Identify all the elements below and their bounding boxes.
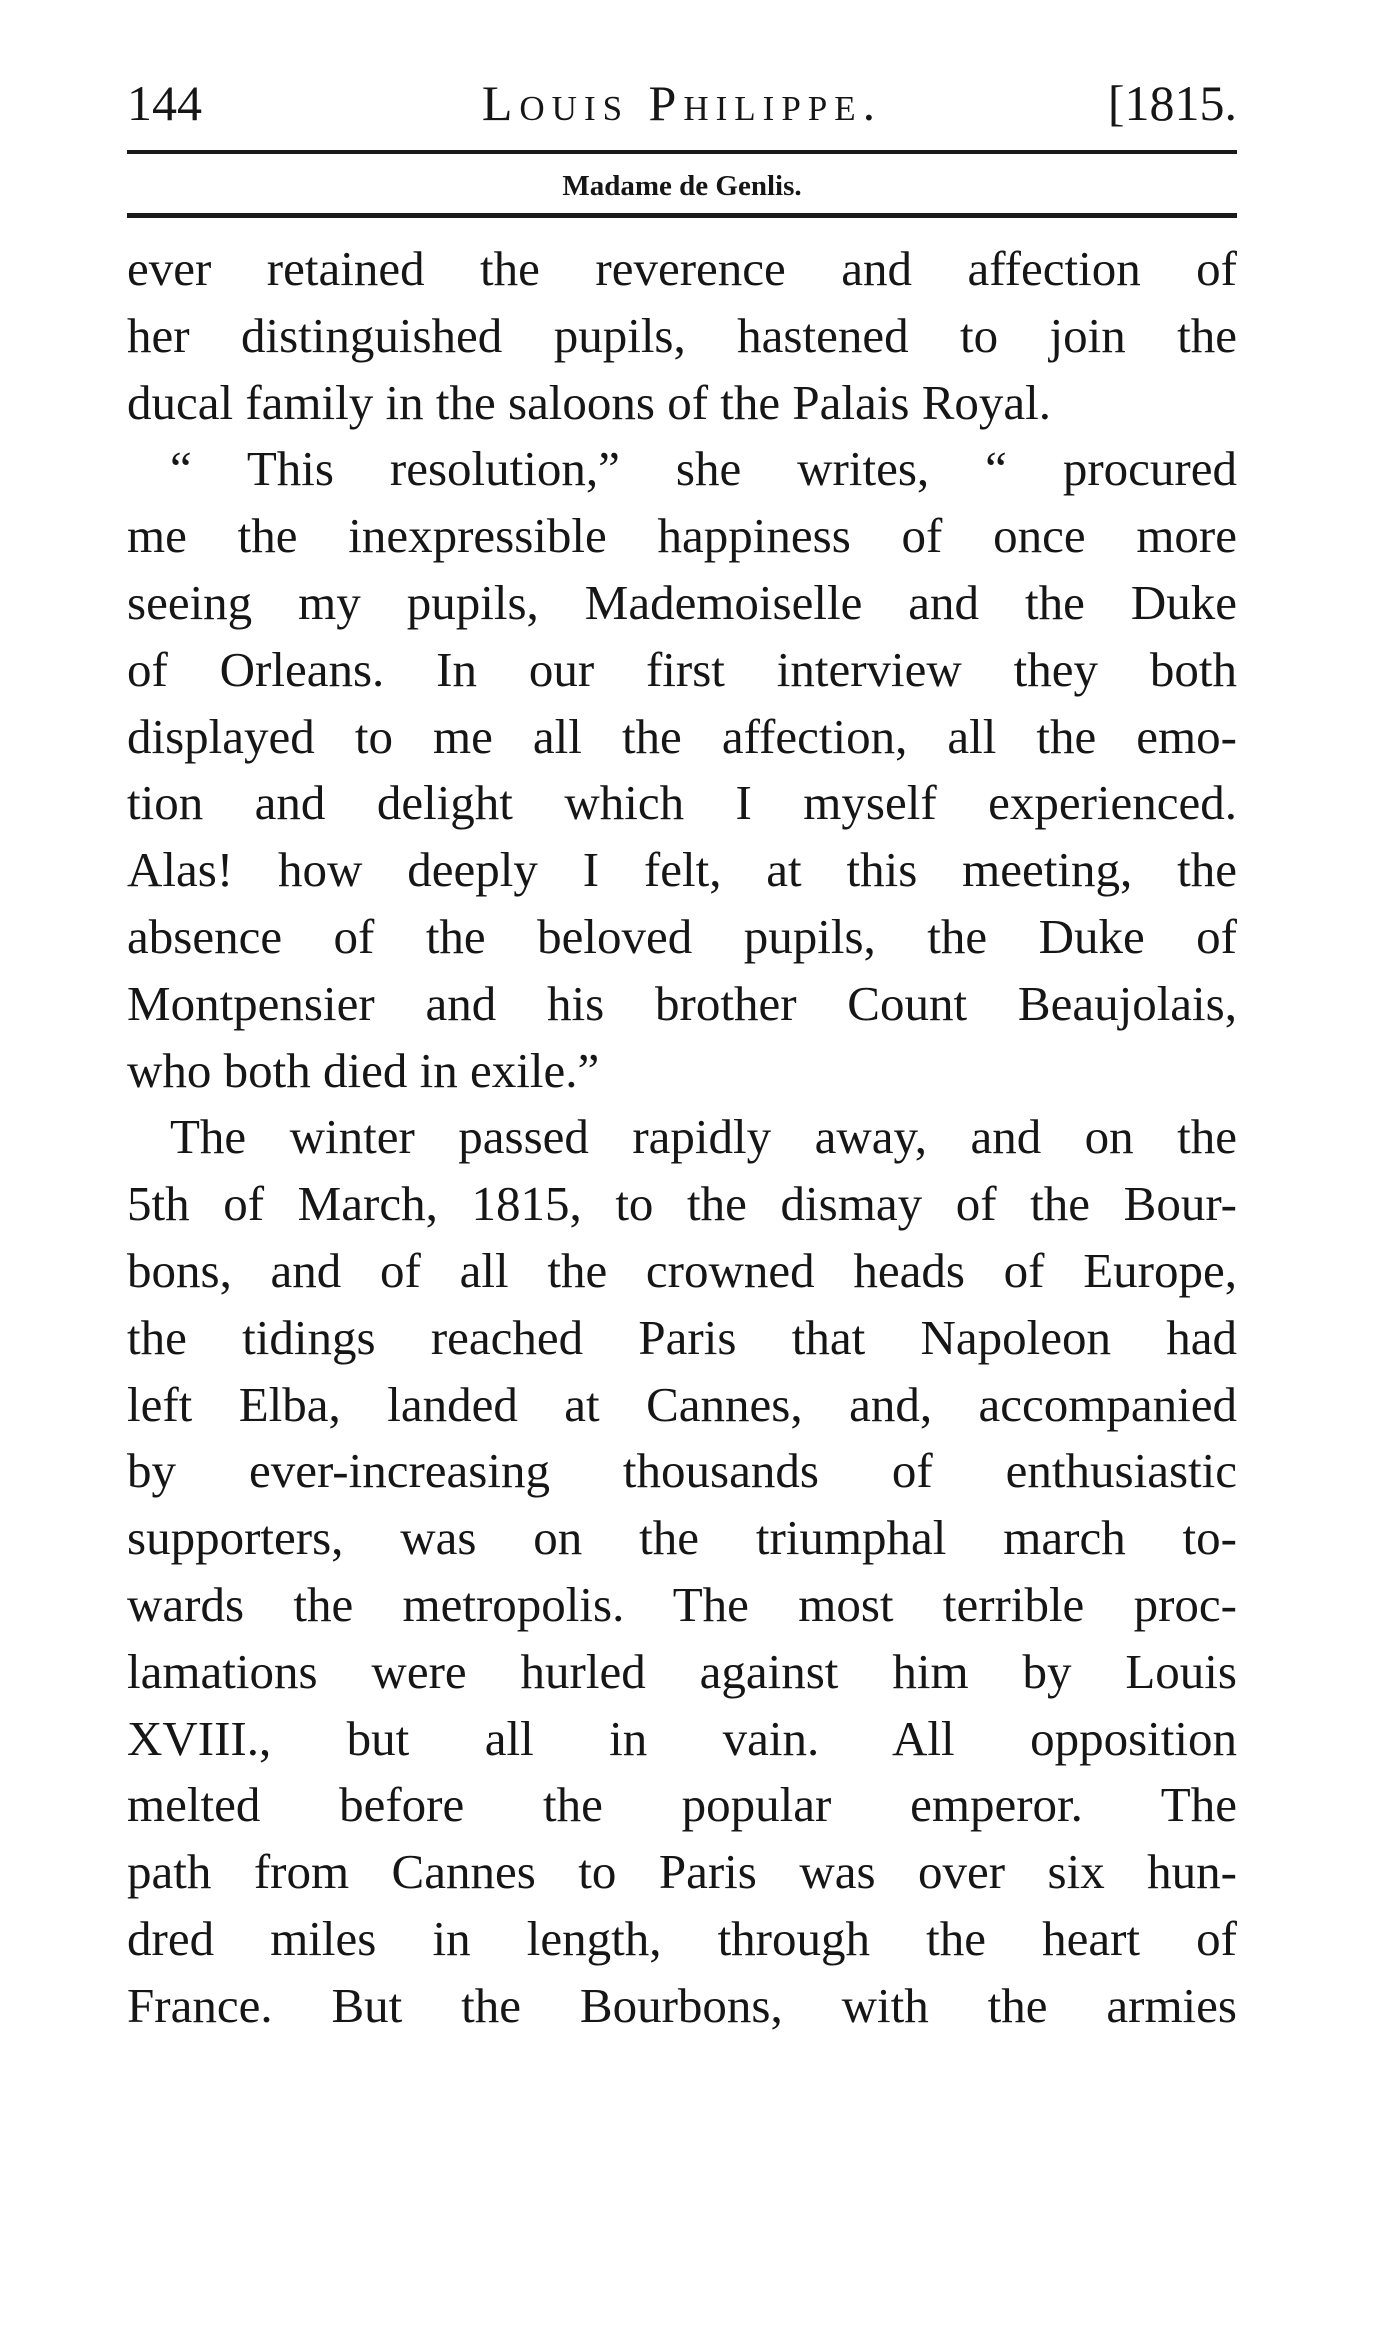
text-line: 5th of March, 1815, to the dismay of the Bour- [127,1176,1237,1232]
text-line: absence of the beloved pupils, the Duke of [127,908,1237,964]
text-line: melted before the popular emperor. The [127,1777,1237,1833]
text-line: ducal family in the saloons of the Palais Royal. [127,374,1052,430]
text-line: me the inexpressible happiness of once more [127,508,1237,564]
text-line: who both died in exile.” [127,1042,600,1098]
running-head [127,68,1237,138]
text-line: path from Cannes to Paris was over six hun- [127,1844,1237,1900]
section-title: Madame de Genlis. [562,170,802,202]
text-line: lamations were hurled against him by Louis [127,1643,1237,1699]
text-line: The winter passed rapidly away, and on the [170,1109,1237,1165]
text-line: tion and delight which I myself experienced. [127,775,1237,831]
text-line: “ This resolution,” she writes, “ procured [170,441,1237,497]
header-rule-bottom [127,213,1237,218]
text-line: of Orleans. In our first interview they both [127,641,1237,697]
text-line: by ever-increasing thousands of enthusiastic [127,1443,1237,1499]
text-line: her distinguished pupils, hastened to join the [127,307,1237,363]
book-title: Louis Philippe. [481,75,883,131]
text-line: wards the metropolis. The most terrible proc- [127,1576,1237,1632]
text-line: seeing my pupils, Mademoiselle and the Duke [127,574,1237,630]
text-line: the tidings reached Paris that Napoleon had [127,1309,1237,1365]
text-line: Montpensier and his brother Count Beaujolais, [127,975,1237,1031]
text-line: displayed to me all the affection, all the emo- [127,708,1237,764]
text-line: ever retained the reverence and affection of [127,241,1237,296]
page-number: 144 [127,75,202,131]
text-line: supporters, was on the triumphal march to- [127,1510,1237,1566]
text-line: Alas! how deeply I felt, at this meeting, the [127,842,1237,898]
text-line: France. But the Bourbons, with the armies [127,1977,1237,2033]
body-text [127,236,1237,2040]
text-line: dred miles in length, through the heart of [127,1910,1237,1966]
text-line: bons, and of all the crowned heads of Europe, [127,1242,1237,1298]
text-line: left Elba, landed at Cannes, and, accompanied [127,1376,1237,1432]
text-line: XVIII., but all in vain. All opposition [127,1710,1237,1766]
header-rule-top [127,150,1237,154]
chapter-year: [1815. [1107,75,1237,131]
